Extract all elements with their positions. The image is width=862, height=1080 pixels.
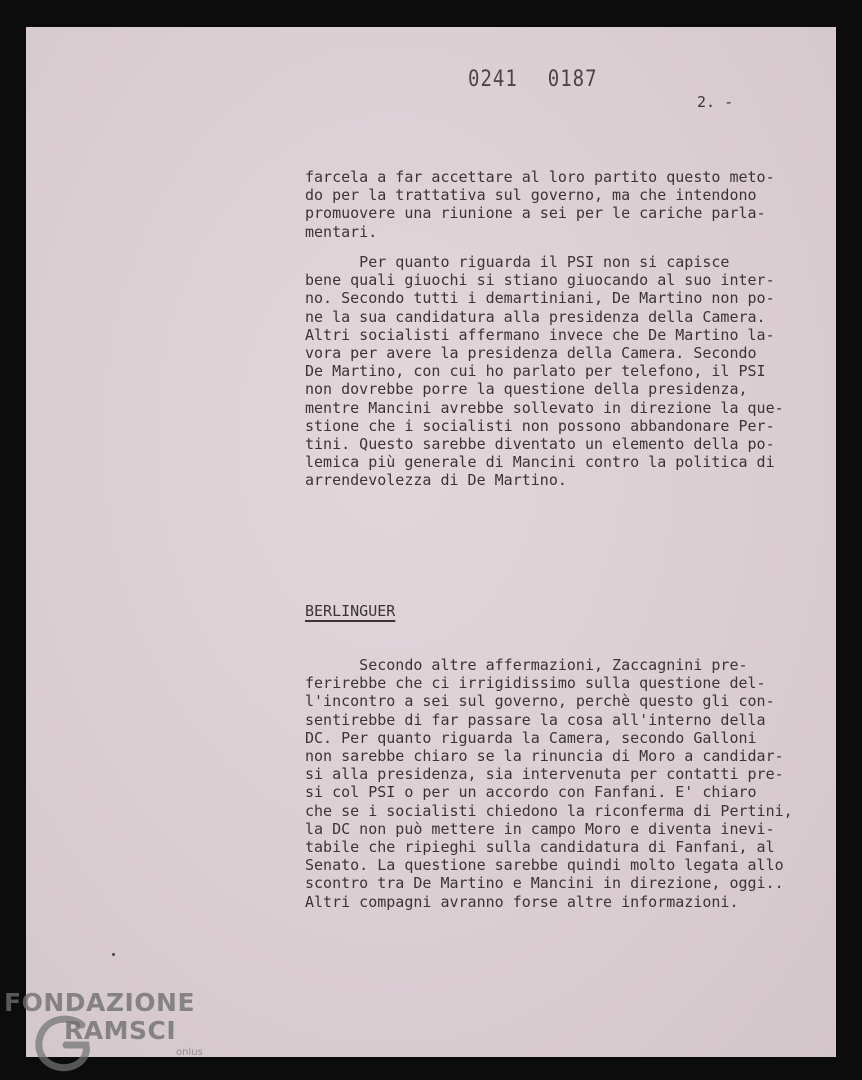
text-line: l'incontro a sei sul governo, perchè questo gli con- <box>305 692 775 711</box>
text-line: ne la sua candidatura alla presidenza della Camera. <box>305 307 766 326</box>
text-line: Secondo altre affermazioni, Zaccagnini pre- <box>305 656 748 674</box>
watermark-line2: RAMSCI <box>64 1016 177 1045</box>
archive-stamp-number <box>468 66 598 92</box>
text-line: mentari. <box>305 222 378 241</box>
text-line: sentirebbe di far passare la cosa all'interno della <box>305 710 766 729</box>
watermark-line1: FONDAZIONE <box>4 988 196 1017</box>
text-line: DC. Per quanto riguarda la Camera, secondo Galloni <box>305 728 757 747</box>
text-line: mentre Mancini avrebbe sollevato in direzione la que- <box>305 398 784 417</box>
paragraph-2 <box>305 253 825 490</box>
text-line: Altri socialisti affermano invece che De Martino la- <box>305 325 775 344</box>
watermark-suffix: onlus <box>176 1047 203 1058</box>
text-line: tabile che ripieghi sulla candidatura di Fanfani, al <box>305 838 775 857</box>
text-line: la DC non può mettere in campo Moro e diventa inevi- <box>305 819 775 838</box>
text-line: arrendevolezza di De Martino. <box>305 471 567 490</box>
text-line: si col PSI o per un accordo con Fanfani. E' chiaro <box>305 783 757 802</box>
text-line: si alla presidenza, sia intervenuta per contatti pre- <box>305 765 784 784</box>
text-line: do per la trattativa sul governo, ma che intendono <box>305 186 757 205</box>
paragraph-1 <box>305 168 825 241</box>
text-line: scontro tra De Martino e Mancini in direzione, oggi.. <box>305 874 784 893</box>
ink-speck <box>112 953 115 956</box>
text-line: Senato. La questione sarebbe quindi molto legata allo <box>305 856 784 875</box>
text-line: che se i socialisti chiedono la riconferma di Pertini, <box>305 801 793 820</box>
text-line: Per quanto riguarda il PSI non si capisce <box>305 253 730 271</box>
text-line: promuovere una riunione a sei per le cariche parla- <box>305 204 766 223</box>
text-line: no. Secondo tutti i demartiniani, De Martino non po- <box>305 289 775 308</box>
fondazione-gramsci-watermark <box>4 985 234 1075</box>
text-line: non dovrebbe porre la questione della presidenza, <box>305 380 748 399</box>
paragraph-3 <box>305 656 825 911</box>
stamp-number-b: 0187 <box>547 66 598 92</box>
section-heading: BERLINGUER <box>305 602 396 620</box>
text-line: Altri compagni avranno forse altre informazioni. <box>305 892 739 911</box>
text-line: De Martino, con cui ho parlato per telefono, il PSI <box>305 362 766 381</box>
text-line: vora per avere la presidenza della Camera. Secondo <box>305 344 757 363</box>
text-line: lemica più generale di Mancini contro la politica di <box>305 453 775 472</box>
text-line: bene quali giuochi si stiano giuocando al suo inter- <box>305 271 775 290</box>
text-line: tini. Questo sarebbe diventato un elemento della po- <box>305 435 775 454</box>
text-line: non sarebbe chiaro se la rinuncia di Moro a candidar- <box>305 747 784 766</box>
page-number: 2. - <box>697 93 734 111</box>
text-line: stione che i socialisti non possono abbandonare Per- <box>305 416 775 435</box>
text-line: ferirebbe che ci irrigidissimo sulla questione del- <box>305 674 766 693</box>
stamp-number-a: 0241 <box>468 66 518 92</box>
text-line: farcela a far accettare al loro partito questo meto- <box>305 168 775 186</box>
